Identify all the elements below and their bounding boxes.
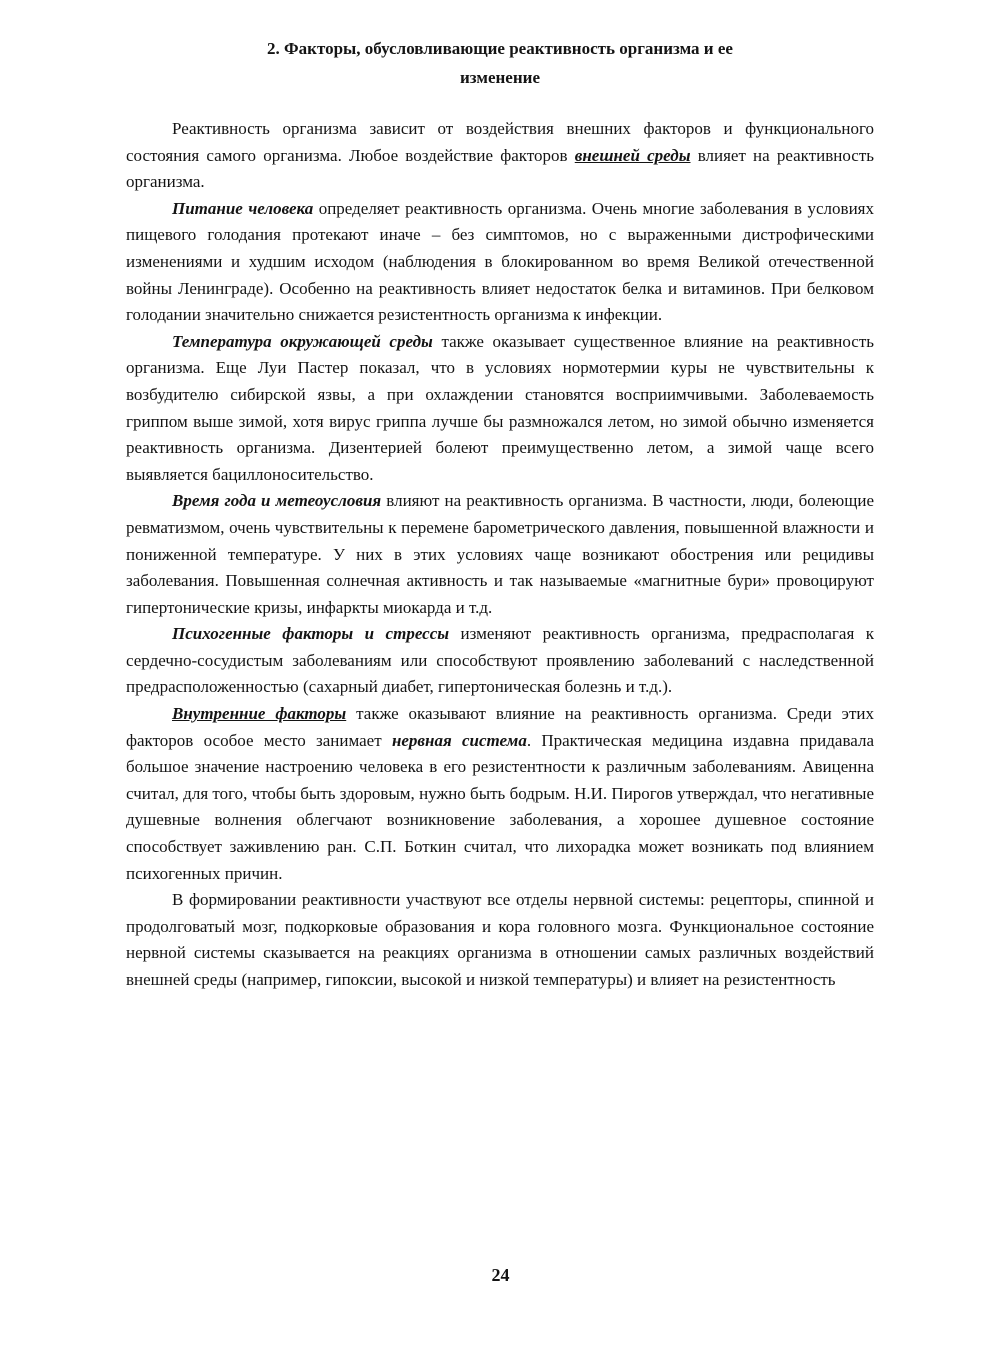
paragraph-2 [126,196,874,329]
paragraph-6-emphasis: Внутренние факторы [172,704,347,724]
section-title-line-2: изменение [460,68,540,87]
paragraph-7 [126,887,874,993]
paragraph-2-text: определяет реактивность организма. Очень многие заболевания в условиях пищевого голодания протекают иначе – без симптомов, но с выраженными дистрофическими изменениями и худшим исходом (наблюдения в блокированном во время Великой отечественной войны Ленинграде). Особенно на реактивность влияет недостаток белка и витаминов. При белковом голодании значительно снижается резистентность организма к инфекции. [126,198,874,325]
paragraph-7-text: В формировании реактивности участвуют все отделы нервной системы: рецепторы, спинной и продолговатый мозг, подкорковые образования и кора головного мозга. Функциональное состояние нервной системы сказывается на реакциях организма в отношении самых различных воздействий внешней среды (например, гипоксии, высокой и низкой температуры) и влияет на резистентность [126,890,874,989]
paragraph-6-text-a: также оказывают влияние на реактивность организма. Среди этих факторов особое место занимает [126,704,874,750]
paragraph-5-text: изменяют реактивность организма, предрасполагая к сердечно-сосудистым заболеваниям или способствуют проявлению заболеваний с наследственной предрасположенностью (сахарный диабет, гипертоническая болезнь и т.д.). [126,624,874,697]
paragraph-1-text-b: влияет на реактивность организма. [126,145,875,192]
paragraph-3-emphasis: Температура окружающей среды [172,331,433,351]
section-title-line-1: 2. Факторы, обусловливающие реактивность организма и ее [267,39,733,58]
paragraph-4-emphasis: Время года и метеоусловия [172,491,382,511]
paragraph-1-emphasis: внешней среды [574,145,691,165]
paragraph-3-text: также оказывает существенное влияние на реактивность организма. Еще Луи Пастер показал, что в условиях нормотермии куры не чувствительны к возбудителю сибирской язвы, а при охлаждении становятся восприимчивыми. Заболеваемость гриппом выше зимой, хотя вирус гриппа лучше бы размножался летом, но зимой обычно изменяется реактивность организма. Дизентерией болеют преимущественно летом, а зимой чаще всего выявляется бациллоносительство. [126,331,874,484]
paragraph-4 [126,488,874,621]
paragraph-6-text-b: . Практическая медицина издавна придавала большое значение настроению человека в его резистентности к различным заболеваниям. Авиценна считал, для того, чтобы быть здоровым, нужно быть бодрым. Н.И. Пирогов утверждал, что негативные душевные волнения облегчают возникновение заболевания, а хорошее душевное состояние способствует заживлению ран. С.П. Боткин считал, что лихорадка может возникать под влиянием психогенных причин. [126,730,874,883]
page-number: 24 [491,1265,510,1285]
paragraph-5-emphasis: Психогенные факторы и стрессы [172,624,450,644]
paragraph-1 [126,116,874,196]
paragraph-1-text-a: Реактивность организма зависит от воздействия внешних факторов и функционального состояния самого организма. Любое воздействие факторов [126,119,874,165]
body-text [126,116,874,994]
paragraph-5 [126,621,874,701]
paragraph-6 [126,701,874,887]
section-title [150,34,850,92]
paragraph-2-emphasis: Питание человека [172,198,314,218]
paragraph-4-text: влияют на реактивность организма. В частности, люди, болеющие ревматизмом, очень чувствительны к перемене барометрического давления, повышенной влажности и пониженной температуре. У них в этих условиях чаще возникают обострения или рецидивы заболевания. Повышенная солнечная активность и так называемые «магнитные бури» провоцируют гипертонические кризы, инфаркты миокарда и т.д. [126,491,874,617]
paragraph-3 [126,329,874,489]
paragraph-6-emphasis-2: нервная система [391,730,527,750]
